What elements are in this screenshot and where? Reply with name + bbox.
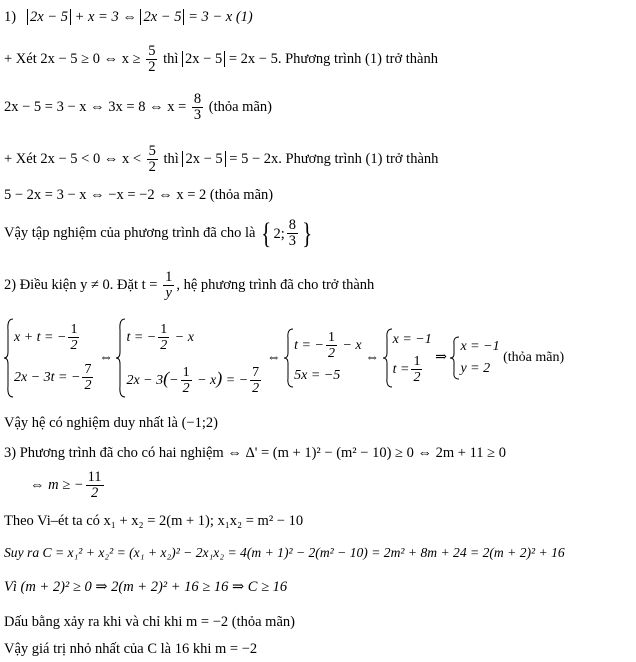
frac-num: 1 [165, 269, 173, 285]
p1-case2-rest: = 5 − 2x. Phương trình (1) trở thành [225, 150, 439, 167]
row-text: 2x − 3t = − [14, 370, 81, 385]
system-row: x = −1 [460, 339, 500, 354]
frac-num: 1 [327, 330, 335, 346]
frac-num: 1 [413, 354, 421, 370]
frac-den: 2 [148, 59, 156, 75]
row-text-end: − x [171, 330, 194, 345]
row-text: t = − [126, 330, 157, 345]
p1-case1-sol-fraction [192, 92, 203, 123]
p3-final: Vậy giá trị nhỏ nhất của C là 16 khi m = −2 [4, 641, 258, 657]
row-text-end: − x [338, 338, 362, 353]
system-row: y = 2 [460, 361, 491, 376]
frac-num: 1 [182, 365, 190, 381]
system-row: x = −1 [392, 332, 432, 347]
system-row [126, 318, 263, 358]
frac-num: 7 [84, 362, 92, 378]
frac-den: 2 [84, 378, 92, 394]
p1-case2-abs: 2x − 5 [182, 151, 225, 167]
p3-line2-fraction [86, 470, 104, 501]
half-fraction [68, 322, 79, 353]
half-fraction [326, 330, 337, 361]
half-fraction [181, 365, 192, 396]
p1-case2-fraction [147, 144, 158, 175]
paren-open: ( [163, 368, 170, 388]
p1-eq-end: = 3 − x (1) [184, 9, 253, 25]
p2-system-2 [116, 318, 263, 398]
p1-case1-solve: 2x − 5 = 3 − x ⇔ 3x = 8 ⇔ x = [4, 98, 187, 115]
system-row: 2x − 3(− $\frac{1}{2}$ − x) = − $\frac{7}{2}$ [126, 365, 260, 397]
p1-case1-mid: thì [163, 50, 183, 67]
p3-vieta: Theo Vi–ét ta có x₁ + x₂ = 2(m + 1); x₁x₂ = m² − 10 [4, 513, 304, 529]
p1-solution-set [259, 218, 314, 249]
p2-system-1 [4, 318, 95, 398]
p2-system-4 [383, 328, 432, 388]
p3-line1: 3) Phương trình đã cho có hai nghiệm ⇔ Δ' = (m + 1)² − (m² − 10) ≥ 0 ⇔ 2m + 11 ≥ 0 [4, 445, 506, 461]
set-fraction [287, 218, 298, 249]
system-row [294, 328, 361, 364]
p3-dau-bang: Dấu bằng xảy ra khi và chỉ khi m = −2 (thỏa mãn) [4, 614, 295, 630]
system-brace [450, 336, 460, 380]
system-brace [116, 318, 126, 398]
system-brace [383, 328, 393, 388]
p1-case1-ok: (thỏa mãn) [208, 98, 272, 115]
frac-den: 2 [70, 338, 78, 354]
frac-num: 5 [148, 43, 156, 59]
half-fraction [411, 354, 422, 385]
row-text: 2x − 3 [126, 373, 164, 388]
frac-den: 2 [148, 159, 156, 175]
frac-den: 2 [252, 381, 260, 397]
system-brace [4, 318, 14, 398]
paren-close: ) [216, 368, 223, 388]
p1-equation-line [4, 8, 253, 26]
frac-den: 2 [413, 370, 421, 386]
p1-case1-prefix: + Xét 2x − 5 ≥ 0 ⇔ x ≥ [4, 50, 141, 67]
p2-intro-line [4, 270, 374, 301]
frac-num: 8 [288, 217, 297, 233]
frac-den: 2 [182, 381, 190, 397]
p1-number: 1) [4, 9, 17, 25]
set-first: 2; [273, 225, 285, 242]
frac-num: 5 [148, 143, 156, 159]
p1-abs-expr-2: 2x − 5 [140, 9, 184, 25]
p1-case1-fraction [146, 44, 157, 75]
seven-half-fraction [250, 365, 261, 396]
frac-den: 2 [327, 346, 335, 362]
row-text: t = [392, 362, 410, 377]
iff-symbol: ⇔ [98, 350, 117, 366]
frac-num: 8 [193, 91, 202, 107]
p2-system-3 [284, 328, 361, 388]
iff-symbol: ⇔ [365, 350, 383, 366]
p1-case2-solve: 5 − 2x = 3 − x ⇔ −x = −2 ⇔ x = 2 (thỏa mãn) [4, 187, 274, 203]
frac-den: 3 [288, 233, 297, 249]
p2-conclusion: Vậy hệ có nghiệm duy nhất là (−1;2) [4, 415, 218, 431]
p2-system-5 [450, 336, 499, 380]
implies-symbol: ⇒ [435, 350, 447, 366]
frac-num: 1 [70, 322, 78, 338]
frac-den: y [165, 285, 172, 301]
set-right-brace: } [302, 216, 313, 250]
frac-num: 1 [160, 322, 168, 338]
row-text-end: = − [222, 373, 249, 388]
p3-vi: Vì (m + 2)² ≥ 0 ⇒ 2(m + 2)² + 16 ≥ 16 ⇒ C ≥ 16 [4, 579, 288, 595]
row-text-mid: − x [193, 373, 217, 388]
system-row [14, 318, 95, 358]
p2-system-chain [4, 318, 564, 398]
system-brace [284, 328, 294, 388]
p2-intro: 2) Điều kiện y ≠ 0. Đặt t = [4, 276, 158, 293]
p1-case1-abs: 2x − 5 [182, 51, 225, 67]
p3-suy-ra: Suy ra C = x₁² + x₂² = (x₁ + x₂)² − 2x₁x₂ = 4(m + 1)² − 2(m² − 10) = 2m² + 8m + 24 = 2(m + 2)² + 16 [4, 545, 565, 560]
iff-symbol: ⇔ [266, 350, 285, 366]
p1-abs-expr: 2x − 5 [27, 9, 71, 25]
frac-den: 2 [160, 338, 168, 354]
frac-num: 11 [87, 469, 102, 485]
p2-intro-rest: , hệ phương trình đã cho trở thành [176, 276, 375, 293]
row-text: x + t = − [14, 330, 67, 345]
p1-case2-prefix: + Xét 2x − 5 < 0 ⇔ x < [4, 150, 142, 167]
p2-ok: (thỏa mãn) [503, 350, 565, 366]
set-left-brace: { [261, 216, 272, 250]
system-row: 5x = −5 [294, 368, 341, 383]
p1-conclusion-line [4, 218, 314, 249]
p1-conclusion: Vậy tập nghiệm của phương trình đã cho là [4, 224, 260, 241]
p1-case1-rest: = 2x − 5. Phương trình (1) trở thành [225, 50, 438, 67]
p3-line2 [30, 470, 106, 501]
p1-case1-line [4, 44, 438, 75]
p1-case1-solve-line [4, 92, 272, 123]
frac-den: 2 [90, 485, 99, 501]
p3-line2-text: ⇔ m ≥ − [30, 476, 84, 493]
frac-den: 3 [193, 107, 202, 123]
row-text: t = − [294, 338, 324, 353]
half-fraction [158, 322, 169, 353]
frac-num: 7 [252, 365, 260, 381]
p1-case2-mid: thì [163, 150, 183, 167]
system-row [393, 352, 432, 388]
p1-eq-rest: + x = 3 ⇔ [70, 9, 141, 25]
system-row [14, 358, 95, 398]
p2-t-fraction [163, 270, 174, 301]
seven-half-fraction [82, 362, 93, 393]
p1-case2-line [4, 144, 438, 175]
